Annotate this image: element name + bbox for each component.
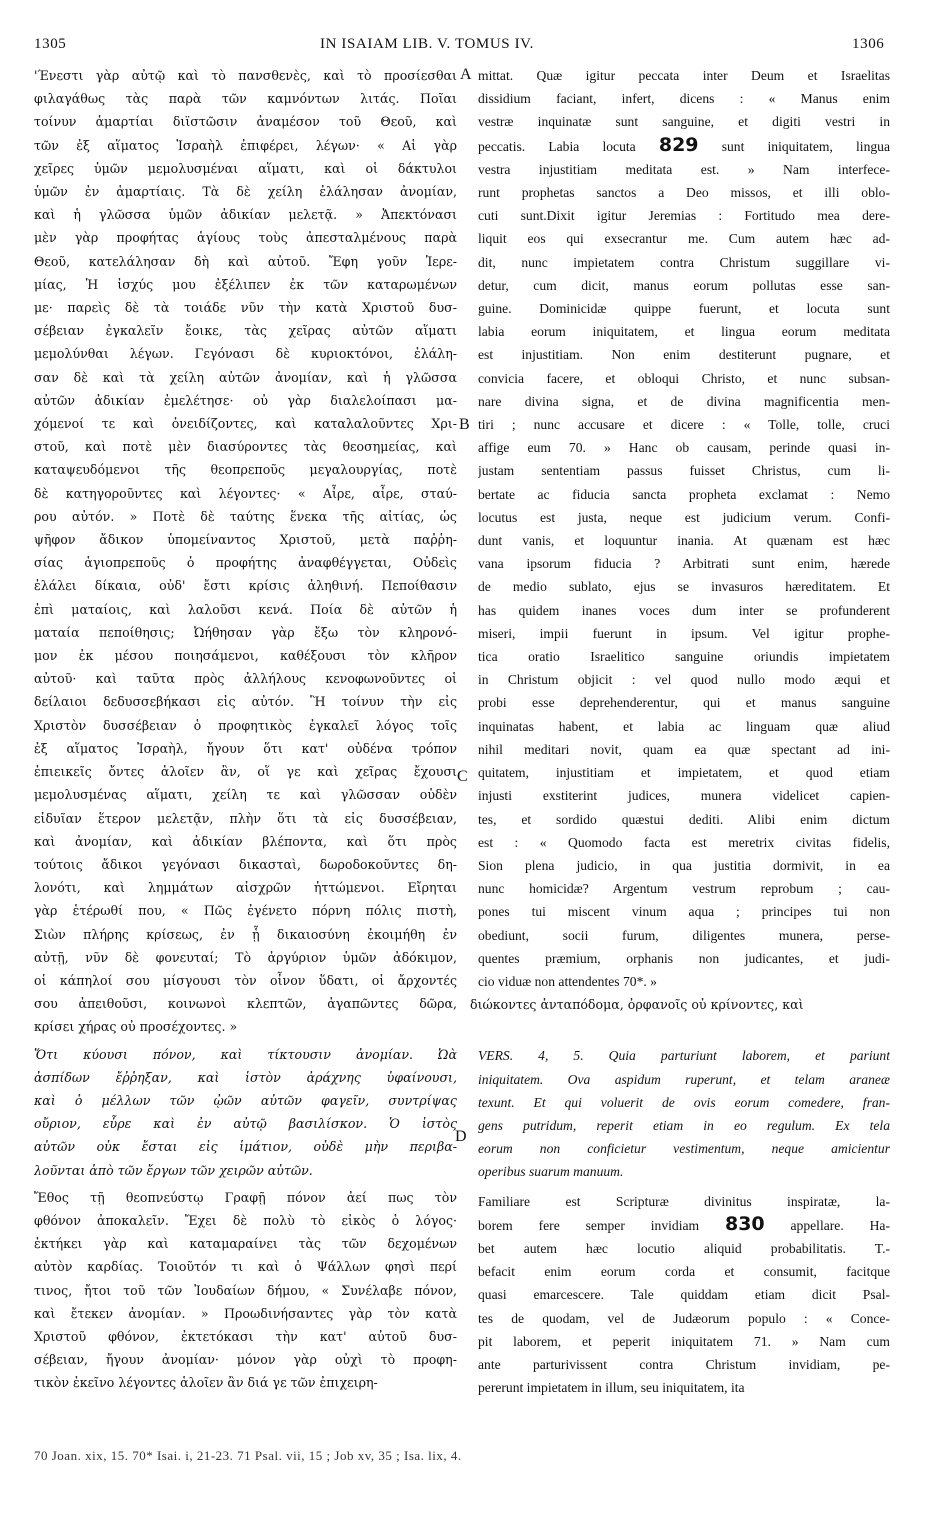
text-line: pererunt impietatem in illum, seu iniquitatem, ita — [478, 1380, 745, 1396]
text-line: ἐξ αἵματος Ἰσραὴλ, ἤγουν ὅτι κατ' οὐδένα τρόπον — [34, 740, 457, 756]
text-line: ἐπὶ ματαίοις, καὶ λαλοῦσι κενά. Ποία δὲ αὐτῶν ἡ — [34, 601, 457, 617]
text-line: nunc homicidæ? Argentum vestrum reprobum ; cau- — [478, 881, 890, 897]
text-line: befacit enim eorum corda et consumit, facitque — [478, 1264, 890, 1280]
text-line: τούτοις ἄδικοι γεγόνασι δικασταὶ, δωροδοκοῦντες δη- — [34, 856, 457, 872]
text-line: tica oratio Israelitico sanguine oriundis impietatem — [478, 649, 890, 665]
text-line: χόμενοί τε καὶ ὀνειδίζοντες, καὶ καταλαλοῦντες Χρι- — [34, 416, 457, 432]
text-line: has quidem inanes voces dum inter se profunderent — [478, 602, 890, 618]
text-line: δείλαιοι δεδυσσεβήκασι εἰς αὐτόν. Ἣ τοίνυν τὴν εἰς — [34, 694, 457, 710]
text-line: Ἔθος τῇ θεοπνεύστῳ Γραφῇ πόνον ἀεί πως τὸν — [34, 1189, 457, 1205]
text-line: in Christum objicit : vel quod nullo modo æqui et — [478, 672, 890, 688]
text-line: 'Ένεστι γὰρ αὐτῷ καὶ τὸ πανσθενὲς, καὶ τὸ προσίεσθαι — [34, 68, 457, 83]
text-line: αὐτῶν οὐκ ἔσται εἰς ἱμάτιον, οὐδὲ μὴν περιβα- — [34, 1139, 457, 1155]
text-line: σαν δὲ καὶ τὰ χείλη αὐτῶν ἀνομίαν, καὶ ἡ γλῶσσα — [34, 369, 457, 385]
text-line: τῶν ἐξ αἵματος Ἰσραὴλ ἐπιφέρει, λέγων· « Αἱ γὰρ — [34, 137, 457, 153]
text-line: φθόνον ἀποκαλεῖν. Ἔχει δὲ πολὺ τὸ εἰκὸς ὁ λόγος· — [34, 1212, 457, 1228]
text-line: μον ἐκ μέσου ποιησάμενοι, καθέξουσι τὸν κλῆρον — [34, 648, 457, 664]
text-line: μίας, Ἡ ἰσχύς μου ἐξέλιπεν ἐκ τῶν καταρωμένων — [34, 276, 457, 292]
text-line: gens putridum, reperit etiam in eo regulum. Ex tela — [478, 1117, 890, 1133]
text-line: ματαία πεποίθησις; Ὠήθησαν γὰρ ἔξω τὸν κληρονό- — [34, 624, 457, 640]
text-line: αὐτὸν καρδίας. Τοιοῦτόν τι καὶ ὁ Ψάλλων φησὶ περί — [34, 1259, 457, 1275]
text-line: ἐπιεικεῖς ὄντες ἁλοῖεν ἂν, οἵ γε καὶ χεῖρας ἔχουσι — [34, 764, 457, 780]
text-line: vestra injustitiam meditata est. » Nam interfece- — [478, 161, 890, 177]
text-line: ρου αὐτόν. » Ποτὲ δὲ ταύτης ἕνεκα τῆς αἰτίας, ὡς — [34, 508, 457, 524]
text-line: quentes præmium, orphanis non judicantes, et judi- — [478, 950, 890, 966]
margin-marker-b: B — [459, 416, 470, 433]
text-line: runt prophetas sanctos a Deo missos, et illi oblo- — [478, 185, 890, 201]
text-line: οὔριον, εὗρε καὶ ἐν αὐτῷ βασιλίσκον. Ὁ ἱστὸς — [34, 1116, 457, 1132]
text-line: ἐλάλει δίκαια, οὐδ' ἔστι κρίσις ἀληθινή. Πεποίθασιν — [34, 578, 457, 594]
text-line: est injustitiam. Non enim destiterunt pugnare, et — [478, 347, 890, 363]
margin-marker-a: A — [460, 66, 472, 83]
text-line: ψῆφον ἄδικον ὑπομείναντος Χριστοῦ, μετὰ παῤῥη- — [34, 532, 457, 548]
text-line: καταψευδόμενοι τῆς θεοπρεποῦς μεγαλουργίας, ποτὲ — [34, 462, 457, 478]
text-line: justam sententiam passus fuisset Christus, cum li- — [478, 463, 890, 479]
text-line: σέβειαν, ἤγουν ἀνομίαν· μόνον γὰρ οὐχὶ τὸ προφη- — [34, 1352, 457, 1368]
text-line: vestræ inquinatæ sunt sanguine, et digiti vestri in — [478, 114, 890, 130]
greek-commentary-block — [34, 1186, 457, 1395]
text-line: quitatem, injustitiam et impietatem, et quod etiam — [478, 765, 890, 781]
text-line: dunt vanis, et loquuntur inania. At quænam est hæc — [478, 533, 890, 549]
text-line: iniquitatem. Ova aspidum ruperunt, et telam araneæ — [478, 1071, 890, 1087]
text-line: Familiare est Scripturæ divinitus inspiratæ, la- — [478, 1193, 890, 1209]
text-line: peccatis. Labia locuta 829 sunt iniquitatem, lingua — [478, 133, 890, 156]
greek-text-block — [34, 64, 457, 1039]
text-line: nihil meditari novit, quam ea quæ spectant ad ini- — [478, 741, 890, 757]
text-line: tes, et sordido quæstui dediti. Alibi enim dictum — [478, 811, 890, 827]
text-line: affige eum 70. » Hanc ob causam, perinde quasi in- — [478, 440, 890, 456]
text-line: probi esse deprehenderentur, qui et manus sanguine — [478, 695, 890, 711]
text-line: liquit eos qui exsecrantur me. Cum autem hæc ad- — [478, 231, 890, 247]
text-line: nare divina signa, et de divina magnificentia men- — [478, 393, 890, 409]
text-line: pones tui miscent vinum aqua ; principes tui non — [478, 904, 890, 920]
text-line: operibus suarum manuum. — [478, 1164, 624, 1180]
text-line: Σιὼν πλήρης κρίσεως, ἐν ᾗ δικαιοσύνη ἐκοιμήθη ἐν — [34, 926, 457, 942]
text-line: tes de quodam, vel de Judæorum populo : « Conce- — [478, 1310, 890, 1326]
text-line: σου ἀπειθοῦσι, κοινωνοὶ κλεπτῶν, ἀγαπῶντες δῶρα, — [34, 996, 457, 1012]
text-line: Θεοῦ, κατελάλησαν δὴ καὶ αὐτοῦ. Ἔφη γοῦν Ἱερε- — [34, 253, 457, 269]
text-line: σέβειαν ἐγκαλεῖν ἔοικε, τὰς χεῖρας αὐτῶν αἵματι — [34, 323, 457, 339]
text-line: καὶ ἀνομίαν, καὶ ἀδικίαν βλέποντα, καὶ ὅτι πρὸς — [34, 833, 457, 849]
latin-text-block — [478, 64, 890, 993]
text-line: Χριστὸν δυσσέβειαν ὁ προφητικὸς ἐγκαλεῖ λόγος τοῖς — [34, 717, 457, 733]
text-line: detur, cum dicit, manus eorum pollutas esse san- — [478, 277, 890, 293]
text-line: Ὅτι κύουσι πόνον, καὶ τίκτουσιν ἀνομίαν. Ὠὰ — [34, 1046, 457, 1062]
latin-commentary-block — [478, 1190, 890, 1400]
text-line: ἐκτήκει γὰρ καὶ καταμαραίνει τὰς τῶν δεχομένων — [34, 1236, 457, 1252]
greek-spill-line: διώκοντες ἀνταπόδομα, ὀρφανοῖς οὐ κρίνοντες, καὶ — [470, 997, 804, 1013]
greek-column — [34, 64, 457, 1395]
text-line: bertate ac fiducia sancta propheta exclamat : Nemo — [478, 486, 890, 502]
text-line: eorum non conficietur vestimentum, neque amicientur — [478, 1141, 890, 1157]
text-line: οἱ κάπηλοί σου μίσγουσι τὸν οἶνον ὕδατι, οἱ ἄρχοντές — [34, 972, 457, 988]
inline-page-number: 829 — [658, 133, 699, 156]
text-line: obediunt, socii furum, diligentes munera, perse- — [478, 927, 890, 943]
text-line: σίας ἁγιοπρεποῦς ὁ προφήτης ἀναφθέγγεται, Οὐδεὶς — [34, 555, 457, 571]
text-line: καὶ ἔτεκεν ἀνομίαν. » Προωδινήσαντες γὰρ τὸν κατὰ — [34, 1305, 457, 1321]
inline-page-number: 830 — [724, 1212, 765, 1235]
margin-marker-c: C — [457, 768, 468, 785]
text-line: mittat. Quæ igitur peccata inter Deum et Israelitas — [478, 68, 890, 83]
text-line: φιλαγάθως τὰς παρὰ τῶν καμνόντων λιτάς. Ποῖαι — [34, 91, 457, 107]
text-line: quasi emarcescere. Tale quiddam etiam dicit Psal- — [478, 1287, 890, 1303]
text-line: locutus est justa, neque est judicium verum. Confi- — [478, 509, 890, 525]
text-line: guine. Dominicidæ quippe fuerunt, et locuta sunt — [478, 301, 890, 317]
text-line: χεῖρες ὑμῶν μεμολυσμέναι αἵματι, καὶ οἱ δάκτυλοι — [34, 160, 457, 176]
text-line: τικὸν ἐκεῖνο λέγοντες ἁλοῖεν ἂν διά γε τῶν ἐπιχειρη- — [34, 1375, 378, 1391]
text-line: de medio sublato, ejus se invasuros hæreditatem. Et — [478, 579, 890, 595]
text-line: μεμολύνθαι λέγων. Γεγόνασι δὲ κυριοκτόνοι, ἐλάλη- — [34, 346, 457, 362]
text-line: texunt. Et qui voluerit de ovis eorum comedere, fran- — [478, 1094, 890, 1110]
text-line: γὰρ ἑτέρωθί που, « Πῶς ἐγένετο πόρνη πόλις πιστὴ, — [34, 903, 457, 919]
text-line: αὐτῇ, νῦν δὲ φονευταί; Τὸ ἀργύριον ὑμῶν ἀδόκιμον, — [34, 949, 457, 965]
text-line: στοῦ, καὶ ποτὲ μὲν διασύροντες τὰς θεοσημείας, καὶ — [34, 439, 457, 455]
text-line: δὲ κατηγοροῦντες καὶ λέγοντες· « Αἶρε, αἶρε, σταύ- — [34, 485, 457, 501]
text-line: vana ipsorum fiducia ? Arbitrati sunt enim, hærede — [478, 556, 890, 572]
text-line: pit laborem, et peperit iniquitatem 71. » Nam cum — [478, 1333, 890, 1349]
text-line: cio viduæ non attendentes 70*. » — [478, 973, 657, 989]
text-line: τοίνυν ἁμαρτίαι διϊστῶσιν ἀναμέσον τοῦ Θεοῦ, καὶ — [34, 114, 457, 130]
text-line: μὲν γὰρ προφήτας ἁγίους τοὺς ἀπεσταλμένους παρὰ — [34, 230, 457, 246]
text-line: αὐτῶν ἀδικίαν ἐμελέτησε· οὐ γὰρ διαλελοίπασι μα- — [34, 392, 457, 408]
text-line: εἰδυῖαν ἕτερον μελετᾷν, πλὴν ὅτι τὰ εἰς δυσσέβειαν, — [34, 810, 457, 826]
header-title: IN ISAIAM LIB. V. TOMUS IV. — [320, 36, 535, 52]
text-line: borem fere semper invidiam 830 appellare. Ha- — [478, 1212, 890, 1235]
text-line: inquinatas habent, et labia ac linguam quæ aliud — [478, 718, 890, 734]
text-line: Χριστοῦ φθόνον, ἐκτετόκασι τὴν κατ' αὐτοῦ δυσ- — [34, 1328, 457, 1344]
header-right-page-number: 1306 — [852, 36, 885, 52]
text-line: est : « Quomodo facta est meretrix civitas fidelis, — [478, 834, 890, 850]
text-line: ἀσπίδων ἔῤῥηξαν, καὶ ἱστὸν ἀράχνης ὑφαίνουσι, — [34, 1069, 457, 1085]
latin-verse-block — [478, 1044, 890, 1183]
greek-quote-block — [34, 1043, 457, 1182]
text-line: convicia facere, et obloqui Christo, et nunc subsan- — [478, 370, 890, 386]
text-line: ante parturivissent contra Christum invidiam, pe- — [478, 1356, 890, 1372]
text-line: bet autem hæc locutio aliquid probabilitatis. T.- — [478, 1240, 890, 1256]
footnotes: 70 Joan. xix, 15. 70* Isai. i, 21-23. 71 Psal. vii, 15 ; Job xv, 35 ; Isa. lix, 4. — [34, 1448, 462, 1463]
text-line: tiri ; nunc accusare et dicere : « Tolle, tolle, cruci — [478, 417, 890, 433]
text-line: λονότι, καὶ λημμάτων αἰσχρῶν ἡττώμενοι. Εἴρηται — [34, 880, 457, 896]
latin-column — [470, 64, 890, 1399]
text-line: με· παρεὶς δὲ τὰ τοιάδε νῦν τὴν κατὰ Χριστοῦ δυσ- — [34, 300, 457, 316]
text-line: ὑμῶν ἐν ἁμαρτίαις. Τὰ δὲ χείλη ἐλάλησαν ἀνομίαν, — [34, 184, 457, 200]
text-line: Sion plena judicio, in qua justitia dormivit, in ea — [478, 857, 890, 873]
margin-marker-d: D — [455, 1128, 467, 1145]
text-line: καὶ ὁ μέλλων τῶν ᾠῶν αὐτῶν φαγεῖν, συντρίψας — [34, 1092, 457, 1108]
text-line: miseri, impii fuerunt in ipsum. Vel igitur prophe- — [478, 625, 890, 641]
text-line: dissidium faciant, infert, dicens : « Manus enim — [478, 91, 890, 107]
text-line: dit, nunc impietatem contra Christum suggillare vi- — [478, 254, 890, 270]
header-left-page-number: 1305 — [34, 36, 67, 52]
text-line: μεμολυσμένας αἵματι, χείλη τε καὶ γλῶσσαν οὐδὲν — [34, 787, 457, 803]
text-line: αὐτοῦ· καὶ ταῦτα πρὸς ἀλλήλους κενοφωνοῦντες οἱ — [34, 671, 457, 687]
text-line: labia eorum iniquitatem, et lingua eorum meditata — [478, 324, 890, 340]
text-line: καὶ ἡ γλῶσσα ὑμῶν ἀδικίαν μελετᾷ. » Ἀπεκτόνασι — [34, 207, 457, 223]
text-line: λοῦνται ἀπὸ τῶν ἔργων τῶν χειρῶν αὐτῶν. — [34, 1162, 313, 1178]
text-line: τινος, ἤτοι τοῦ τῶν Ἰουδαίων δήμου, « Συνέλαβε πόνον, — [34, 1282, 457, 1298]
text-line: injusti exstiterint judices, munera videlicet capien- — [478, 788, 890, 804]
text-line: κρίσει χήρας οὐ προσέχοντες. » — [34, 1019, 238, 1035]
text-line: cuti sunt.Dixit igitur Jeremias : Fortitudo mea dere- — [478, 208, 890, 224]
text-line: VERS. 4, 5. Quia parturiunt laborem, et pariunt — [478, 1048, 890, 1064]
